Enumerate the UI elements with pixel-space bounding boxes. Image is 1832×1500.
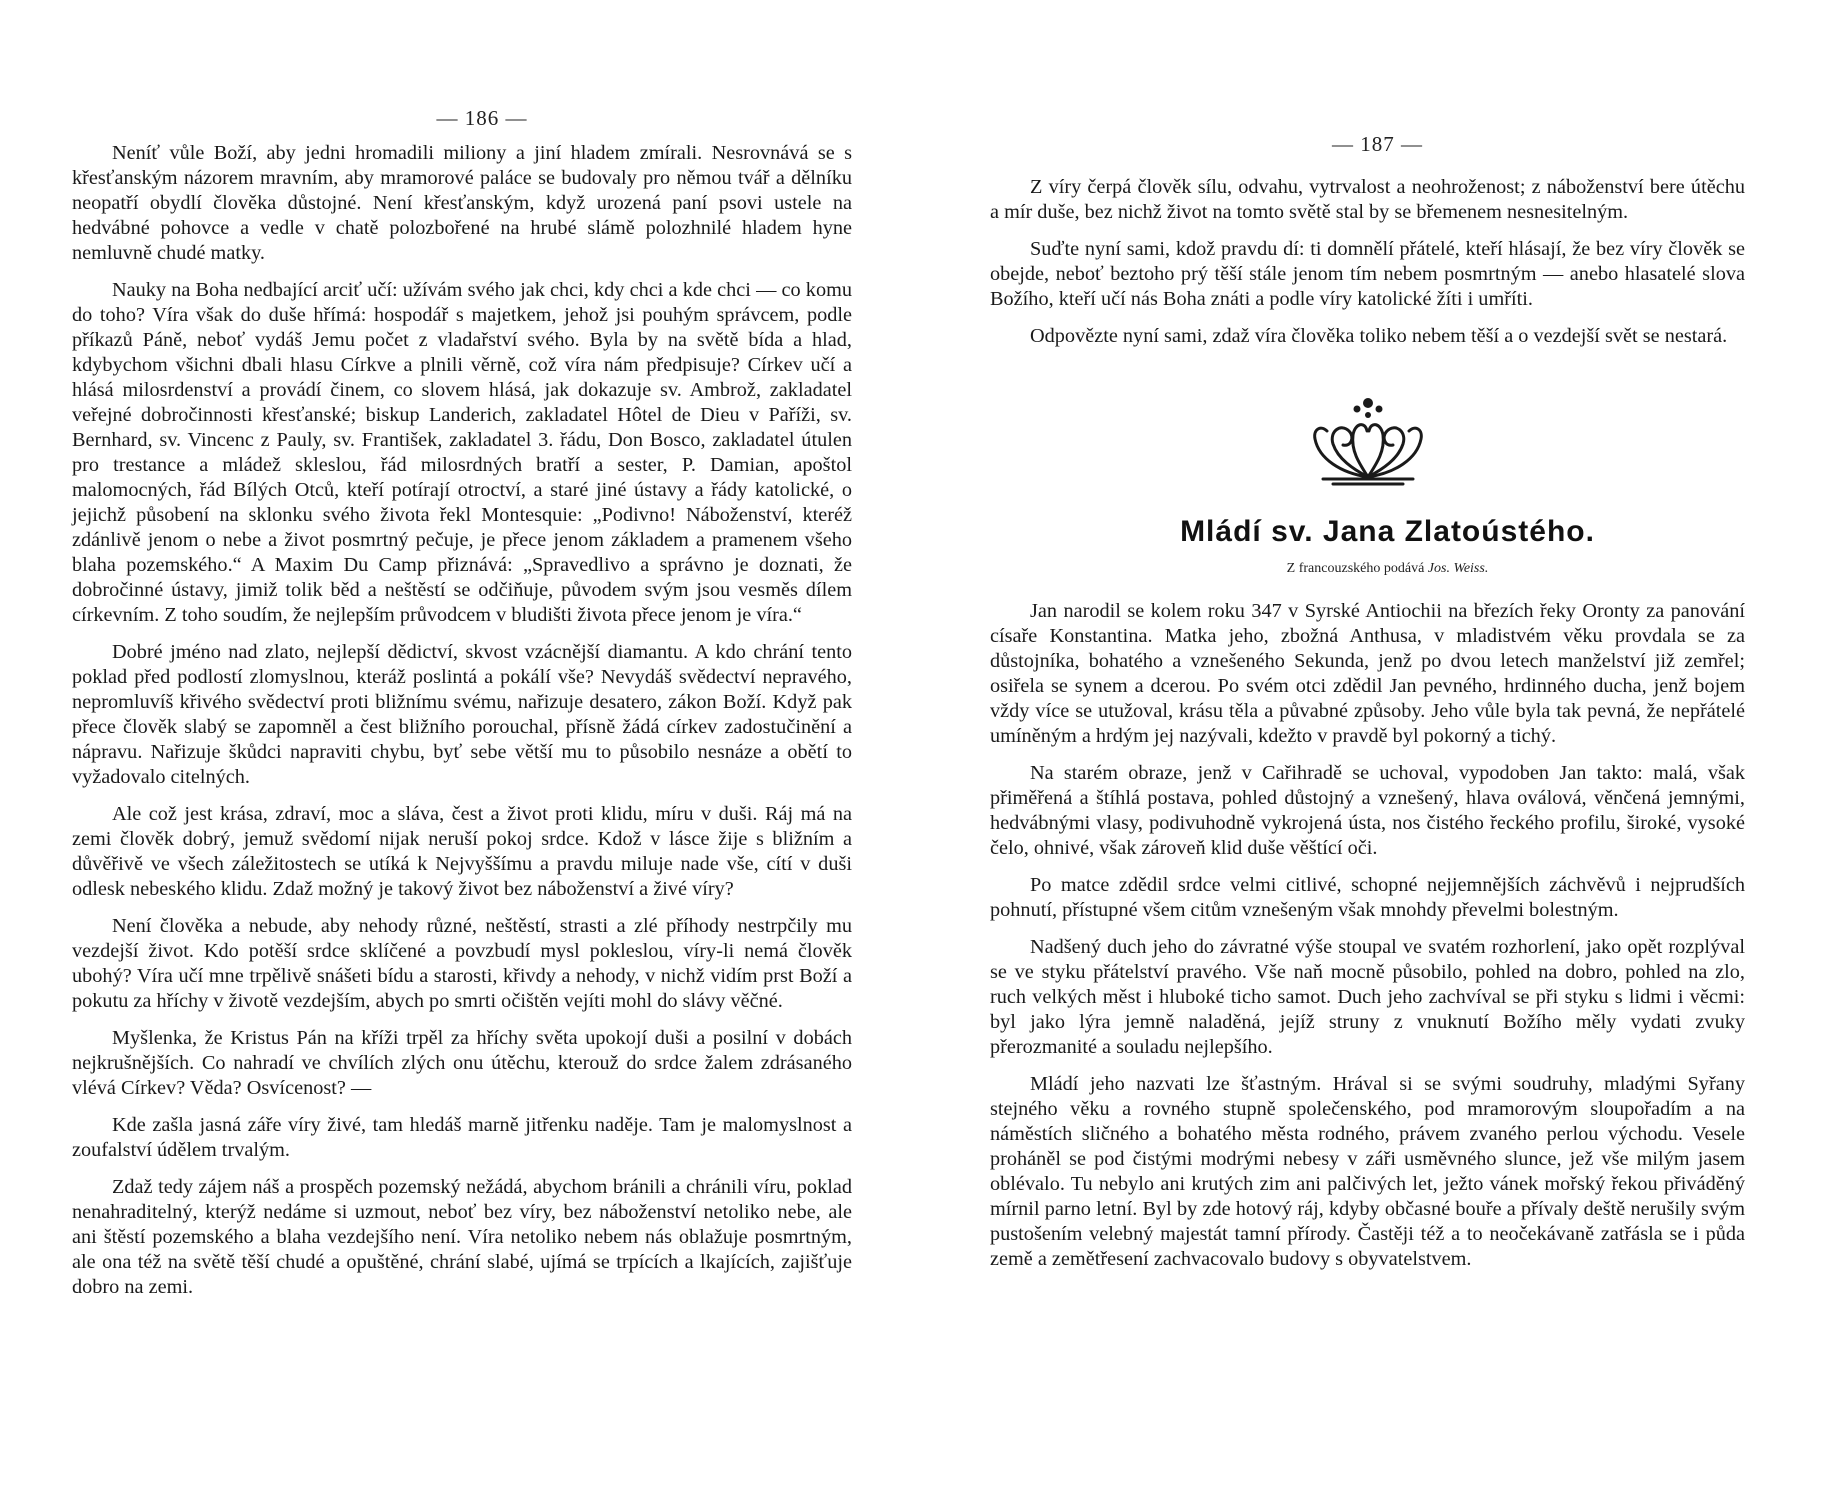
byline-prefix: Z francouzského podává (1286, 561, 1425, 576)
paragraph: Nadšený duch jeho do závratné výše stoupal ve svatém rozhorlení, jako opět rozplýval se ve styku přátelství pravého. Vše naň mocně působilo, pohled na dobro, pohled na zlo, ruch velkých měst i hluboké ticho samot. Duch jeho zachvíval se při styku s lidmi i věcmi: byl jako lýra jemně naladěná, jejíž struny z vnuknutí Božího měly vydati zvuky přerozmanité a souladu nejlepšího. (990, 936, 1745, 1058)
paragraph: Zdaž tedy zájem náš a prospěch pozemský nežádá, abychom bránili a chránili víru, poklad nenahraditelný, kterýž nedáme si uzmout, neboť bez víry, bez náboženství netoliko nebe, ale ani štěstí pozemského a blaha vezdejšího není. Víra netoliko nebem nás oblažuje posmrtným, ale ona též na světě těší chudé a opuštěné, chrání slabé, ujímá se trpících a lkajících, zajišťuje dobro na zemi. (72, 1176, 852, 1298)
left-body-text (72, 141, 852, 1300)
paragraph: Po matce zdědil srdce velmi citlivé, schopné nejjemnějších záchvěvů i nejprudších pohnutí, přístupné všem citům vznešeným však mnohdy převelmi bolestným. (990, 874, 1745, 921)
paragraph: Není člověka a nebude, aby nehody různé, neštěstí, strasti a zlé příhody nestrpčily mu vezdejší život. Kdo potěší srdce sklíčené a povzbudí mysl pokleslou, víry-li nemá člověk ubohý? Víra učí mne trpělivě snášeti bídu a starosti, křivdy a nehody, v nichž vidím prst Boží a pokutu za hříchy v životě vezdejším, abych po smrti očištěn vejíti mohl do slávy věčné. (72, 915, 852, 1012)
paragraph: Nauky na Boha nedbající arciť učí: užívám svého jak chci, kdy chci a kde chci — co komu do toho? Víra však do duše hřímá: hospodář s majetkem, jehož jsi pouhým správcem, podle příkazů Páně, neboť vydáš Jemu počet z vladařství svého. Byla by na světě bída a hlad, kdybychom všichni dbali hlasu Církve a plnili věrně, což víra nám předpisuje? Církev učí a hlásá milosrdenství a provádí činem, co slovem hlásá, jak dokazuje sv. Ambrož, zakladatel veřejné dobročinnosti křesťanské; biskup Landerich, zakladatel Hôtel de Dieu v Paříži, sv. Bernhard, sv. Vincenc z Pauly, sv. František, zakladatel 3. řádu, Don Bosco, zakladatel útulen pro trestance a mládež skleslou, řád milosrdných bratří a sester, P. Damian, apoštol malomocných, řád Bílých Otců, kteří potírají otroctví, a staré jiné ústavy a řády katolické, o jejichž působení na sklonku svého života řekl Montesquie: „Podivno! Náboženství, kteréž zdánlivě jenom o nebe a život posmrtný pečuje, je přece jenom základem a pramenem všeho blaha pozemského.“ A Maxim Du Camp přiznává: „Spravedlivo a správno je doznati, že dobročinné ústavy, jimiž tolik běd a neštěstí se odčiňuje, původem svým jsou vesměs dílem církevním. Z toho soudím, že nejlepším průvodcem v bludišti života přece jenom je víra.“ (72, 279, 852, 626)
paragraph: Mládí jeho nazvati lze šťastným. Hrával si se svými soudruhy, mladými Syřany stejného věku a rovného stupně společenského, pod mramorovým sloupořadím a na náměstích sličného a bohatého města rodného, právem zvaného perlou východu. Vesele proháněl se pod čistými modrými nebesy v záři usměvného slunce, jež vše milým jasem oblévalo. Tu nebylo ani krutých zim ani palčivých let, ježto vánek mořský řekou přiváděný mírnil parno letní. Byl by zde hotový ráj, kdyby občasné bouře a přívaly deště nerušily svým pustošením velebný majestát tamní přírody. Častěji též a to neočekávaně zatřásla se i půda země a zemětřesení zachvacovalo budovy s obyvatelstvem. (990, 1073, 1745, 1270)
article-title: Mládí sv. Jana Zlatoústého. (1180, 515, 1595, 548)
paragraph: Myšlenka, že Kristus Pán na kříži trpěl za hříchy světa upokojí duši a posilní v dobách nejkrušnějších. Co nahradí ve chvílích zlých onu útěchu, kterouž do srdce žalem zdrásaného vlévá Církev? Věda? Osvícenost? — (72, 1027, 852, 1099)
paragraph: Odpovězte nyní sami, zdaž víra člověka toliko nebem těší a o vezdejší svět se nestará. (1030, 325, 1728, 347)
article-byline (1030, 561, 1745, 577)
right-page (990, 0, 1745, 1284)
paragraph: Z víry čerpá člověk sílu, odvahu, vytrvalost a neohroženost; z náboženství bere útěchu a mír duše, bez nichž život na tomto světě stal by se břemenem nesnesitelným. (990, 176, 1745, 223)
paragraph: Jan narodil se kolem roku 347 v Syrské Antiochii na březích řeky Oronty za panování císaře Konstantina. Matka jeho, zbožná Anthusa, v mladistvém věku provdala se za důstojníka, bohatého a vznešeného Sekunda, jenž po dvou letech manželství již zemřel; osiřela se synem a dcerou. Po svém otci zdědil Jan pevného, hrdinného ducha, jenž bojem vždy více se utužoval, krásu těla a půvabné způsoby. Jeho vůle byla tak pevná, že nepřátelé umíněným a hrdým jej nazývali, kdežto v pravdě byl pokorný a tichý. (990, 600, 1745, 747)
paragraph: Dobré jméno nad zlato, nejlepší dědictví, skvost vzácnější diamantu. A kdo chrání tento poklad před podlostí zlomyslnou, kteráž poslintá a pokálí vše? Nevydáš svědectví nepravého, nepromluvíš křivého svědectví proti bližnímu svému, nařizuje desatero, zákon Boží. Když pak přece člověk slabý se zapomněl a čest bližního porouchal, přísně žádá církev zadostučinění a nápravu. Nařizuje škůdci napraviti chybu, byť sebe větší mu to působilo nesnáze a obětí to vyžadovalo citelných. (72, 641, 852, 788)
paragraph: Kde zašla jasná záře víry živé, tam hledáš marně jitřenku naděje. Tam je malomyslnost a zoufalství údělem trvalým. (72, 1114, 852, 1161)
paragraph: Ale což jest krása, zdraví, moc a sláva, čest a život proti klidu, míru v duši. Ráj má na zemi člověk dobrý, jemuž svědomí nijak neruší pokoj srdce. Kdož v lásce žije s bližním a důvěřivě ve všech záležitostech se utíká k Nejvyššímu a pravdu miluje nade vše, cítí v duši odlesk nebeského klidu. Zdaž možný je takový život bez náboženství a živé víry? (72, 803, 852, 900)
byline-author: Jos. Weiss. (1427, 561, 1489, 576)
paragraph: Neníť vůle Boží, aby jedni hromadili miliony a jiní hladem zmírali. Nesrovnává se s křesťanským názorem mravním, aby mramorové paláce se budovaly pro němou tvář a dělníku neopatří obydlí člověka důstojné. Není křesťanským, když urozená paní psovi ustele na hedvábné pohovce a vedle v chatě polozbořené na hrubé slámě polozhnilé hladem hyne nemluvně chudé matky. (72, 142, 852, 264)
paragraph: Suďte nyní sami, kdož pravdu dí: ti domnělí přátelé, kteří hlásají, že bez víry člověk se obejde, neboť beztoho prý těší stále jenom tím nebem posmrtným — anebo hlasatelé slova Božího, kteří učí nás Boha znáti a podle víry katolické žíti i umříti. (990, 238, 1745, 310)
right-body-text (990, 175, 1745, 1272)
page-number-left: — 186 — (436, 106, 528, 130)
left-page (72, 0, 852, 1312)
page-number-right: — 187 — (1332, 132, 1423, 156)
paragraph: Na starém obraze, jenž v Cařihradě se uchoval, vypodoben Jan takto: malá, však přiměřená a štíhlá postava, pohled důstojný a vznešený, hlava oválová, věnčená jemnými, hedvábnými vlasy, podivuhodně vykrojená ústa, nos čistého řeckého profilu, široké, vysoké čelo, ohnivé, však zároveň klid duše věštící oči. (990, 762, 1745, 859)
floral-ornament-icon (1293, 389, 1443, 489)
